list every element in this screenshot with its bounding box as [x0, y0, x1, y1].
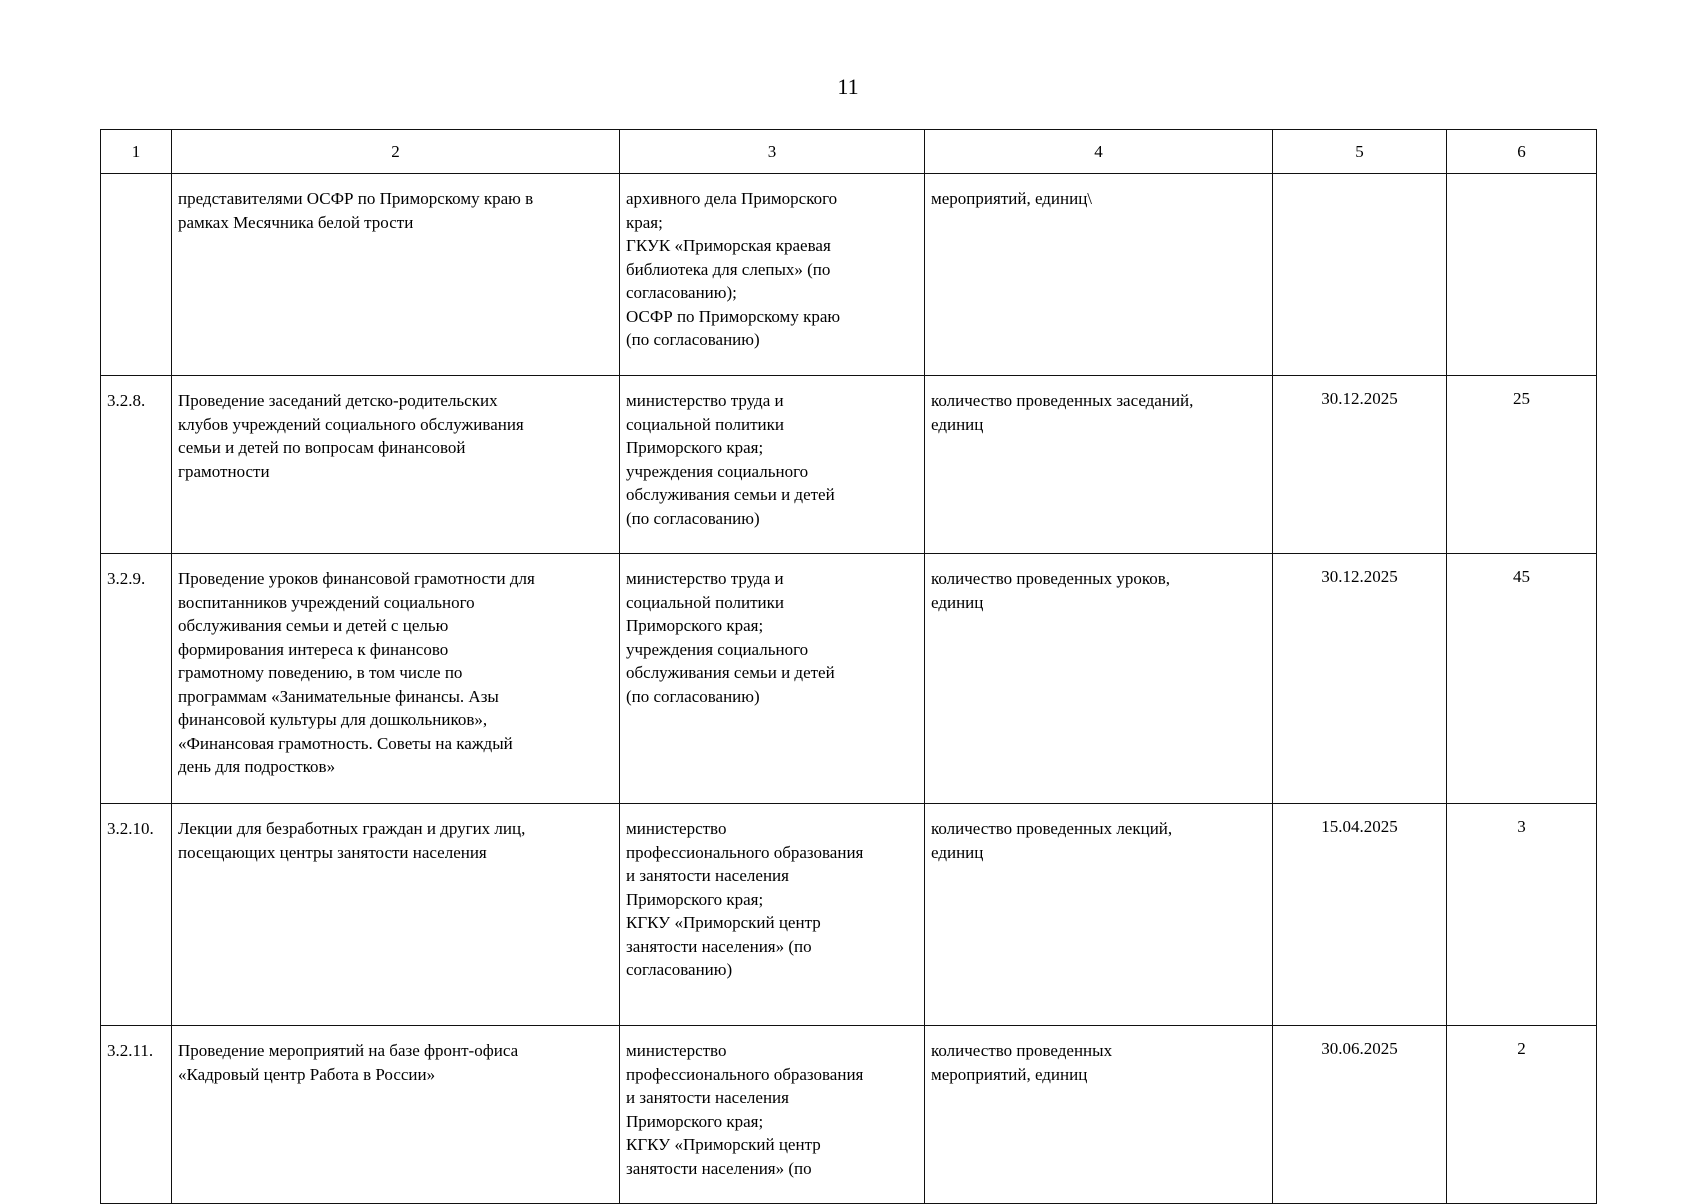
executors-cell	[620, 554, 925, 804]
executors-line: министерство труда и	[626, 569, 784, 588]
activities-table	[100, 129, 1597, 1204]
activity-line: представителями ОСФР по Приморскому краю в	[178, 189, 534, 208]
executors-line: края;	[626, 212, 663, 232]
target-value-cell: 45	[1447, 554, 1597, 804]
executors-line: обслуживания семьи и детей	[626, 663, 835, 682]
activity-line: семьи и детей по вопросам финансовой	[178, 438, 466, 457]
indicator-line: мероприятий, единиц\	[931, 189, 1093, 208]
activity-line: Проведение заседаний детско-родительских	[178, 391, 498, 410]
activity-line: «Кадровый центр Работа в России»	[178, 1064, 436, 1084]
deadline-cell	[1273, 174, 1447, 376]
activity-line: рамках Месячника белой трости	[178, 212, 414, 232]
activity-line: воспитанников учреждений социального	[178, 592, 475, 612]
executors-line: согласованию)	[626, 960, 733, 979]
activity-cell	[172, 376, 620, 554]
executors-line: КГКУ «Приморский центр	[626, 913, 821, 932]
executors-line: министерство	[626, 1041, 727, 1060]
executors-line: занятости населения» (по	[626, 1158, 812, 1178]
indicator-line: количество проведенных уроков,	[931, 569, 1170, 588]
indicator-cell	[925, 376, 1273, 554]
indicator-cell	[925, 174, 1273, 376]
indicator-line: количество проведенных заседаний,	[931, 391, 1194, 410]
executors-line: Приморского края;	[626, 438, 764, 457]
executors-line: социальной политики	[626, 592, 784, 612]
indicator-line: количество проведенных	[931, 1041, 1113, 1060]
page-number: 11	[837, 74, 859, 99]
activity-line: день для подростков»	[178, 757, 336, 776]
target-value-cell: 3	[1447, 804, 1597, 1026]
target-value-cell: 25	[1447, 376, 1597, 554]
activity-line: формирования интереса к финансово	[178, 639, 449, 659]
activity-line: клубов учреждений социального обслуживания	[178, 414, 524, 434]
executors-line: профессионального образования	[626, 842, 864, 862]
executors-line: Приморского края;	[626, 889, 764, 909]
item-number-cell: 3.2.8.	[101, 376, 172, 554]
column-header: 4	[925, 130, 1273, 174]
activity-cell	[172, 804, 620, 1026]
indicator-line: количество проведенных лекций,	[931, 819, 1173, 838]
activity-cell	[172, 554, 620, 804]
item-number-cell: 3.2.11.	[101, 1026, 172, 1204]
activity-line: Лекции для безработных граждан и других лиц,	[178, 819, 526, 838]
activity-line: обслуживания семьи и детей с целью	[178, 616, 449, 635]
executors-line: министерство труда и	[626, 391, 784, 410]
executors-line: занятости населения» (по	[626, 936, 812, 956]
indicator-line: единиц	[931, 414, 984, 434]
activity-line: грамотному поведению, в том числе по	[178, 663, 463, 682]
activity-line: Проведение мероприятий на базе фронт-офиса	[178, 1041, 519, 1060]
executors-line: учреждения социального	[626, 461, 809, 481]
executors-line: Приморского края;	[626, 616, 764, 635]
executors-line: библиотека для слепых» (по	[626, 259, 831, 279]
indicator-cell	[925, 1026, 1273, 1204]
executors-line: профессионального образования	[626, 1064, 864, 1084]
column-header: 6	[1447, 130, 1597, 174]
executors-line: (по согласованию)	[626, 686, 760, 706]
indicator-cell	[925, 554, 1273, 804]
executors-line: обслуживания семьи и детей	[626, 485, 835, 504]
column-header: 5	[1273, 130, 1447, 174]
executors-line: КГКУ «Приморский центр	[626, 1135, 821, 1154]
executors-line: учреждения социального	[626, 639, 809, 659]
indicator-cell	[925, 804, 1273, 1026]
deadline-cell: 30.12.2025	[1273, 554, 1447, 804]
activity-line: грамотности	[178, 461, 270, 481]
column-header: 2	[172, 130, 620, 174]
deadline-cell: 30.06.2025	[1273, 1026, 1447, 1204]
executors-line: социальной политики	[626, 414, 784, 434]
activity-cell	[172, 1026, 620, 1204]
activity-line: Проведение уроков финансовой грамотности для	[178, 569, 535, 588]
table-row	[101, 554, 1597, 804]
item-number-cell: 3.2.9.	[101, 554, 172, 804]
executors-cell	[620, 1026, 925, 1204]
executors-line: архивного дела Приморского	[626, 189, 838, 208]
target-value-cell	[1447, 174, 1597, 376]
deadline-cell: 30.12.2025	[1273, 376, 1447, 554]
executors-cell	[620, 376, 925, 554]
executors-line: согласованию);	[626, 283, 737, 302]
table-row	[101, 174, 1597, 376]
table-header-row	[101, 130, 1597, 174]
executors-cell	[620, 804, 925, 1026]
target-value-cell: 2	[1447, 1026, 1597, 1204]
indicator-line: мероприятий, единиц	[931, 1064, 1088, 1084]
table-row	[101, 376, 1597, 554]
column-header: 3	[620, 130, 925, 174]
item-number-cell	[101, 174, 172, 376]
executors-line: Приморского края;	[626, 1111, 764, 1131]
activity-cell	[172, 174, 620, 376]
table-row	[101, 804, 1597, 1026]
executors-line: (по согласованию)	[626, 330, 760, 349]
item-number-cell: 3.2.10.	[101, 804, 172, 1026]
column-header: 1	[101, 130, 172, 174]
deadline-cell: 15.04.2025	[1273, 804, 1447, 1026]
activity-line: «Финансовая грамотность. Советы на каждый	[178, 733, 513, 753]
activity-line: финансовой культуры для дошкольников»,	[178, 710, 488, 729]
executors-line: и занятости населения	[626, 1088, 789, 1107]
executors-line: ГКУК «Приморская краевая	[626, 236, 831, 255]
table-row	[101, 1026, 1597, 1204]
executors-cell	[620, 174, 925, 376]
executors-line: ОСФР по Приморскому краю	[626, 306, 841, 326]
executors-line: и занятости населения	[626, 866, 789, 885]
activity-line: программам «Занимательные финансы. Азы	[178, 686, 499, 706]
activity-line: посещающих центры занятости населения	[178, 842, 487, 862]
executors-line: (по согласованию)	[626, 508, 760, 528]
indicator-line: единиц	[931, 842, 984, 862]
executors-line: министерство	[626, 819, 727, 838]
indicator-line: единиц	[931, 592, 984, 612]
